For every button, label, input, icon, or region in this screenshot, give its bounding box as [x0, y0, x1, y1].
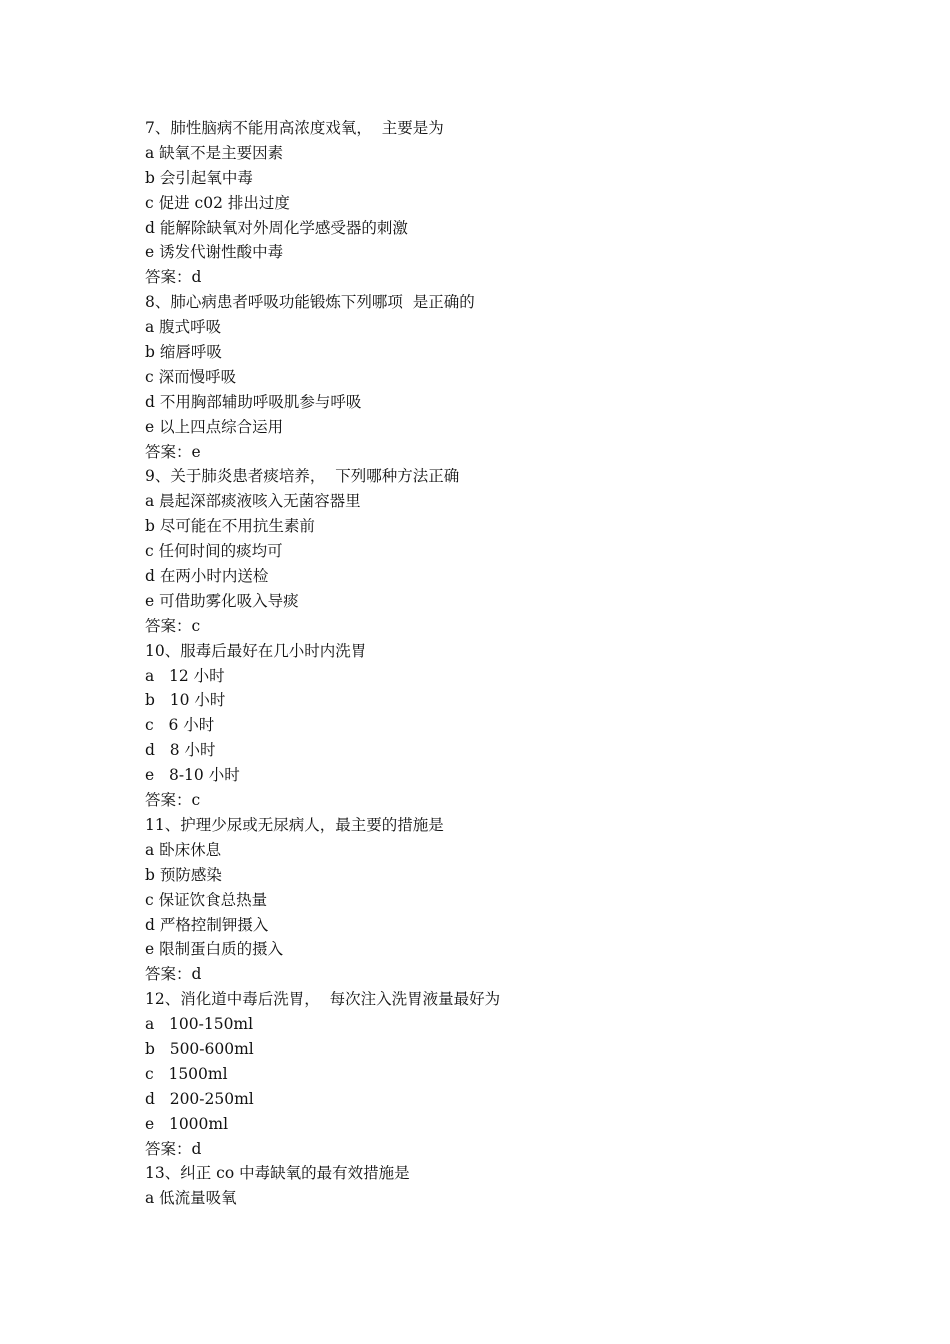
option-e: e 限制蛋白质的摄入 [145, 940, 284, 959]
question-10 [145, 639, 905, 813]
option-d: d 在两小时内送检 [145, 567, 269, 586]
option-a: a 低流量吸氧 [145, 1189, 237, 1208]
option-b: b 会引起氧中毒 [145, 168, 253, 187]
option-c: c 任何时间的痰均可 [145, 542, 283, 561]
option-c: c 深而慢呼吸 [145, 367, 237, 386]
question-stem: 11、护理少尿或无尿病人，最主要的措施是 [145, 815, 444, 834]
option-e: e 可借助雾化吸入导痰 [145, 591, 299, 610]
option-a: a 晨起深部痰液咳入无菌容器里 [145, 492, 361, 511]
option-b: b 尽可能在不用抗生素前 [145, 517, 315, 536]
option-b: b 缩唇呼吸 [145, 343, 222, 362]
option-a: a 100-150ml [145, 1015, 254, 1034]
question-13 [145, 1161, 905, 1211]
option-e: e 诱发代谢性酸中毒 [145, 243, 284, 262]
option-d: d 不用胸部辅助呼吸肌参与呼吸 [145, 392, 362, 411]
answer: 答案：d [145, 1139, 202, 1158]
option-c: c 6 小时 [145, 716, 215, 735]
question-9 [145, 464, 905, 638]
question-stem: 10、服毒后最好在几小时内洗胃 [145, 641, 367, 660]
question-stem: 9、关于肺炎患者痰培养， 下列哪种方法正确 [145, 467, 460, 486]
answer: 答案：c [145, 616, 201, 635]
option-b: b 10 小时 [145, 691, 226, 710]
option-d: d 200-250ml [145, 1089, 254, 1108]
answer: 答案：c [145, 791, 201, 810]
question-11 [145, 813, 905, 987]
question-12 [145, 987, 905, 1161]
option-b: b 500-600ml [145, 1039, 254, 1058]
question-8 [145, 290, 905, 464]
option-c: c 1500ml [145, 1064, 228, 1083]
answer: 答案：e [145, 442, 201, 461]
document-page [145, 116, 905, 1211]
question-stem: 8、肺心病患者呼吸功能锻炼下列哪项 是正确的 [145, 293, 475, 312]
answer: 答案：d [145, 268, 202, 287]
question-7 [145, 116, 905, 290]
option-c: c 保证饮食总热量 [145, 890, 268, 909]
option-d: d 8 小时 [145, 741, 216, 760]
option-e: e 8-10 小时 [145, 766, 240, 785]
option-e: e 1000ml [145, 1114, 229, 1133]
option-a: a 缺氧不是主要因素 [145, 143, 284, 162]
answer: 答案：d [145, 965, 202, 984]
option-c: c 促进 c02 排出过度 [145, 193, 290, 212]
option-b: b 预防感染 [145, 865, 222, 884]
question-stem: 13、纠正 co 中毒缺氧的最有效措施是 [145, 1164, 410, 1183]
option-d: d 严格控制钾摄入 [145, 915, 269, 934]
option-d: d 能解除缺氧对外周化学感受器的刺激 [145, 218, 408, 237]
option-e: e 以上四点综合运用 [145, 417, 284, 436]
option-a: a 腹式呼吸 [145, 318, 222, 337]
question-stem: 7、肺性脑病不能用高浓度戏氧， 主要是为 [145, 119, 444, 137]
question-stem: 12、消化道中毒后洗胃， 每次注入洗胃液量最好为 [145, 990, 501, 1009]
option-a: a 卧床休息 [145, 840, 222, 859]
option-a: a 12 小时 [145, 666, 225, 685]
